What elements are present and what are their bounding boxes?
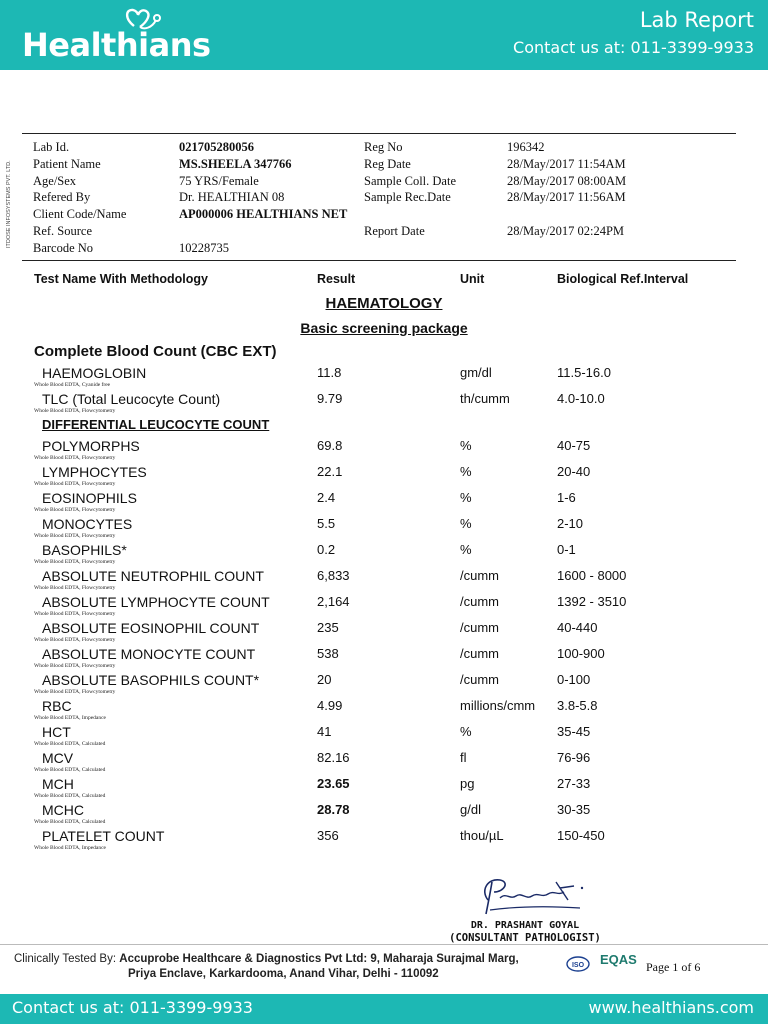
- test-ref-interval: 40-75: [557, 438, 591, 453]
- test-result: 235: [317, 620, 339, 635]
- info-label-right: Sample Rec.Date: [364, 190, 451, 205]
- test-name: HCT: [42, 724, 71, 740]
- test-method: Whole Blood EDTA, Flowcytometry: [34, 455, 116, 461]
- test-result: 41: [317, 724, 332, 739]
- test-result: 2,164: [317, 594, 350, 609]
- vendor-side-text: ITDOSE INFOSYSTEMS PVT. LTD.: [6, 160, 12, 248]
- table-row: [0, 568, 768, 594]
- info-value-right: 28/May/2017 02:24PM: [507, 224, 625, 238]
- test-name: MCH: [42, 776, 74, 792]
- website-link[interactable]: www.healthians.com: [588, 998, 754, 1017]
- footer-divider: [0, 944, 768, 945]
- test-name: TLC (Total Leucocyte Count): [42, 391, 221, 407]
- doctor-name: DR. PRASHANT GOYAL: [470, 920, 580, 931]
- test-method: Whole Blood EDTA, Flowcytometry: [34, 689, 116, 695]
- group-title: Complete Blood Count (CBC EXT): [34, 343, 277, 360]
- package-title: Basic screening package: [300, 320, 468, 336]
- info-value: 021705280056: [179, 140, 254, 154]
- test-method: Whole Blood EDTA, Calculated: [34, 741, 106, 747]
- lab-address: Priya Enclave, Karkardooma, Anand Vihar, Delhi - 110092: [128, 968, 439, 980]
- test-method: Whole Blood EDTA, Flowcytometry: [34, 663, 116, 669]
- test-method: Whole Blood EDTA, Flowcytometry: [34, 507, 116, 513]
- header-bar: [0, 0, 768, 70]
- column-test-name: Test Name With Methodology: [34, 272, 208, 286]
- test-method: Whole Blood EDTA, Cyanide free: [34, 382, 111, 388]
- test-ref-interval: 76-96: [557, 750, 591, 765]
- info-label: Ref. Source: [33, 224, 93, 238]
- test-result: 356: [317, 828, 339, 843]
- test-ref-interval: 2-10: [557, 516, 584, 531]
- test-ref-interval: 0-1: [557, 542, 576, 557]
- table-row: [0, 802, 768, 828]
- test-ref-interval: 27-33: [557, 776, 591, 791]
- iso-logo-text: ISO: [571, 962, 585, 969]
- eqas-logo: EQAS: [600, 952, 637, 967]
- doctor-title: (CONSULTANT PATHOLOGIST): [449, 932, 601, 944]
- test-ref-interval: 30-35: [557, 802, 591, 817]
- table-row: [0, 516, 768, 542]
- info-value: 75 YRS/Female: [179, 173, 259, 188]
- test-name: MONOCYTES: [42, 516, 133, 532]
- test-ref-interval: 4.0-10.0: [557, 391, 605, 406]
- test-unit: th/cumm: [460, 391, 510, 406]
- test-result: 20: [317, 672, 332, 687]
- test-unit: millions/cmm: [460, 698, 536, 713]
- info-value-right: 28/May/2017 11:54AM: [507, 156, 626, 171]
- test-result: 82.16: [317, 750, 350, 765]
- info-label: Barcode No: [33, 240, 94, 255]
- table-row: [0, 594, 768, 620]
- test-unit: /cumm: [460, 568, 499, 583]
- test-unit: /cumm: [460, 646, 499, 661]
- table-row: [0, 698, 768, 724]
- info-label-right: Reg No: [364, 140, 403, 154]
- test-name: RBC: [42, 698, 72, 714]
- test-ref-interval: 20-40: [557, 464, 591, 479]
- test-method: Whole Blood EDTA, Flowcytometry: [34, 408, 116, 414]
- test-method: Whole Blood EDTA, Flowcytometry: [34, 585, 116, 591]
- page-number: Page 1 of 6: [646, 960, 701, 974]
- test-unit: %: [460, 542, 472, 557]
- info-label-right: Reg Date: [364, 156, 411, 171]
- test-unit: %: [460, 490, 472, 505]
- footer-contact: Contact us at: 011-3399-9933: [12, 998, 253, 1017]
- test-name: MCHC: [42, 802, 84, 818]
- table-row: [0, 490, 768, 516]
- tested-by-label: Clinically Tested By:: [14, 953, 117, 965]
- iso-logo-icon: [566, 956, 590, 972]
- test-unit: /cumm: [460, 672, 499, 687]
- table-row: [0, 464, 768, 490]
- table-row: [0, 542, 768, 568]
- column-unit: Unit: [460, 272, 485, 286]
- header-contact: Contact us at: 011-3399-9933: [513, 38, 754, 57]
- test-name: PLATELET COUNT: [42, 828, 165, 844]
- test-result: 5.5: [317, 516, 336, 531]
- test-method: Whole Blood EDTA, Flowcytometry: [34, 611, 116, 617]
- info-label: Patient Name: [33, 156, 101, 171]
- test-method: Whole Blood EDTA, Calculated: [34, 793, 106, 799]
- test-ref-interval: 1600 - 8000: [557, 568, 627, 583]
- test-ref-interval: 1-6: [557, 490, 576, 505]
- test-name: BASOPHILS*: [42, 542, 127, 558]
- test-name: ABSOLUTE EOSINOPHIL COUNT: [42, 620, 260, 636]
- footer-bar: [0, 994, 768, 1024]
- test-name: ABSOLUTE MONOCYTE COUNT: [42, 646, 256, 662]
- test-result: 4.99: [317, 698, 343, 713]
- table-row: [0, 646, 768, 672]
- report-title: Lab Report: [639, 8, 754, 32]
- column-ref-interval: Biological Ref.Interval: [557, 272, 689, 286]
- column-result: Result: [317, 272, 356, 286]
- test-method: Whole Blood EDTA, Impedance: [34, 845, 106, 851]
- test-name: LYMPHOCYTES: [42, 464, 147, 480]
- tested-by-lab: Accuprobe Healthcare & Diagnostics Pvt Ltd: 9, Maharaja Surajmal Marg,: [119, 953, 519, 965]
- test-name: HAEMOGLOBIN: [42, 365, 147, 381]
- info-top-rule: [22, 133, 736, 134]
- test-result: 22.1: [317, 464, 343, 479]
- section-title: HAEMATOLOGY: [325, 295, 443, 312]
- test-result: 2.4: [317, 490, 336, 505]
- info-value-right: 196342: [507, 140, 545, 154]
- info-label: Age/Sex: [33, 173, 77, 188]
- test-result: 69.8: [317, 438, 343, 453]
- test-ref-interval: 0-100: [557, 672, 591, 687]
- test-method: Whole Blood EDTA, Flowcytometry: [34, 533, 116, 539]
- test-unit: %: [460, 464, 472, 479]
- test-result: 538: [317, 646, 339, 661]
- test-ref-interval: 100-900: [557, 646, 605, 661]
- test-name: EOSINOPHILS: [42, 490, 137, 506]
- test-unit: %: [460, 516, 472, 531]
- tested-by: [14, 953, 519, 965]
- info-value: 10228735: [179, 240, 229, 255]
- table-row: [0, 391, 768, 417]
- differential-count-subheading: DIFFERENTIAL LEUCOCYTE COUNT: [42, 417, 270, 432]
- test-unit: pg: [460, 776, 475, 791]
- test-method: Whole Blood EDTA, Impedance: [34, 715, 106, 721]
- test-unit: /cumm: [460, 620, 499, 635]
- table-row: [0, 776, 768, 802]
- test-name: ABSOLUTE NEUTROPHIL COUNT: [42, 568, 264, 584]
- signature-image: [470, 870, 590, 920]
- test-method: Whole Blood EDTA, Calculated: [34, 819, 106, 825]
- test-ref-interval: 11.5-16.0: [557, 365, 611, 380]
- test-result: 0.2: [317, 542, 336, 557]
- info-label: Lab Id.: [33, 140, 70, 154]
- brand-logo: [22, 4, 222, 66]
- test-ref-interval: 150-450: [557, 828, 605, 843]
- test-result: 6,833: [317, 568, 350, 583]
- info-label-right: Report Date: [364, 224, 425, 238]
- test-name: ABSOLUTE LYMPHOCYTE COUNT: [42, 594, 270, 610]
- test-unit: %: [460, 724, 472, 739]
- test-ref-interval: 40-440: [557, 620, 598, 635]
- info-value: Dr. HEALTHIAN 08: [179, 190, 285, 205]
- test-result: 28.78: [317, 802, 350, 817]
- test-unit: g/dl: [460, 802, 481, 817]
- test-ref-interval: 3.8-5.8: [557, 698, 598, 713]
- table-row: [0, 365, 768, 391]
- test-method: Whole Blood EDTA, Flowcytometry: [34, 481, 116, 487]
- test-name: POLYMORPHS: [42, 438, 140, 454]
- brand-name: Healthians: [22, 26, 211, 64]
- test-method: Whole Blood EDTA, Flowcytometry: [34, 637, 116, 643]
- table-row: [0, 750, 768, 776]
- table-row: [0, 724, 768, 750]
- test-unit: thou/µL: [460, 828, 504, 843]
- test-unit: gm/dl: [460, 365, 492, 380]
- test-method: Whole Blood EDTA, Flowcytometry: [34, 559, 116, 565]
- info-value-right: 28/May/2017 08:00AM: [507, 173, 627, 188]
- test-unit: /cumm: [460, 594, 499, 609]
- table-row: [0, 620, 768, 646]
- table-row: [0, 828, 768, 854]
- info-value: AP000006 HEALTHIANS NET: [179, 207, 348, 222]
- test-ref-interval: 1392 - 3510: [557, 594, 627, 609]
- test-unit: %: [460, 438, 472, 453]
- info-label: Refered By: [33, 190, 91, 205]
- test-method: Whole Blood EDTA, Calculated: [34, 767, 106, 773]
- info-value-right: 28/May/2017 11:56AM: [507, 190, 626, 205]
- test-result: 23.65: [317, 776, 350, 791]
- info-bottom-rule: [22, 260, 736, 261]
- info-label-right: Sample Coll. Date: [364, 173, 456, 188]
- test-ref-interval: 35-45: [557, 724, 591, 739]
- test-name: MCV: [42, 750, 74, 766]
- test-name: ABSOLUTE BASOPHILS COUNT*: [42, 672, 260, 688]
- table-row: [0, 438, 768, 464]
- test-unit: fl: [460, 750, 467, 765]
- info-label: Client Code/Name: [33, 207, 127, 222]
- table-row: [0, 672, 768, 698]
- info-value: MS.SHEELA 347766: [179, 156, 292, 171]
- test-result: 11.8: [317, 365, 342, 380]
- test-result: 9.79: [317, 391, 343, 406]
